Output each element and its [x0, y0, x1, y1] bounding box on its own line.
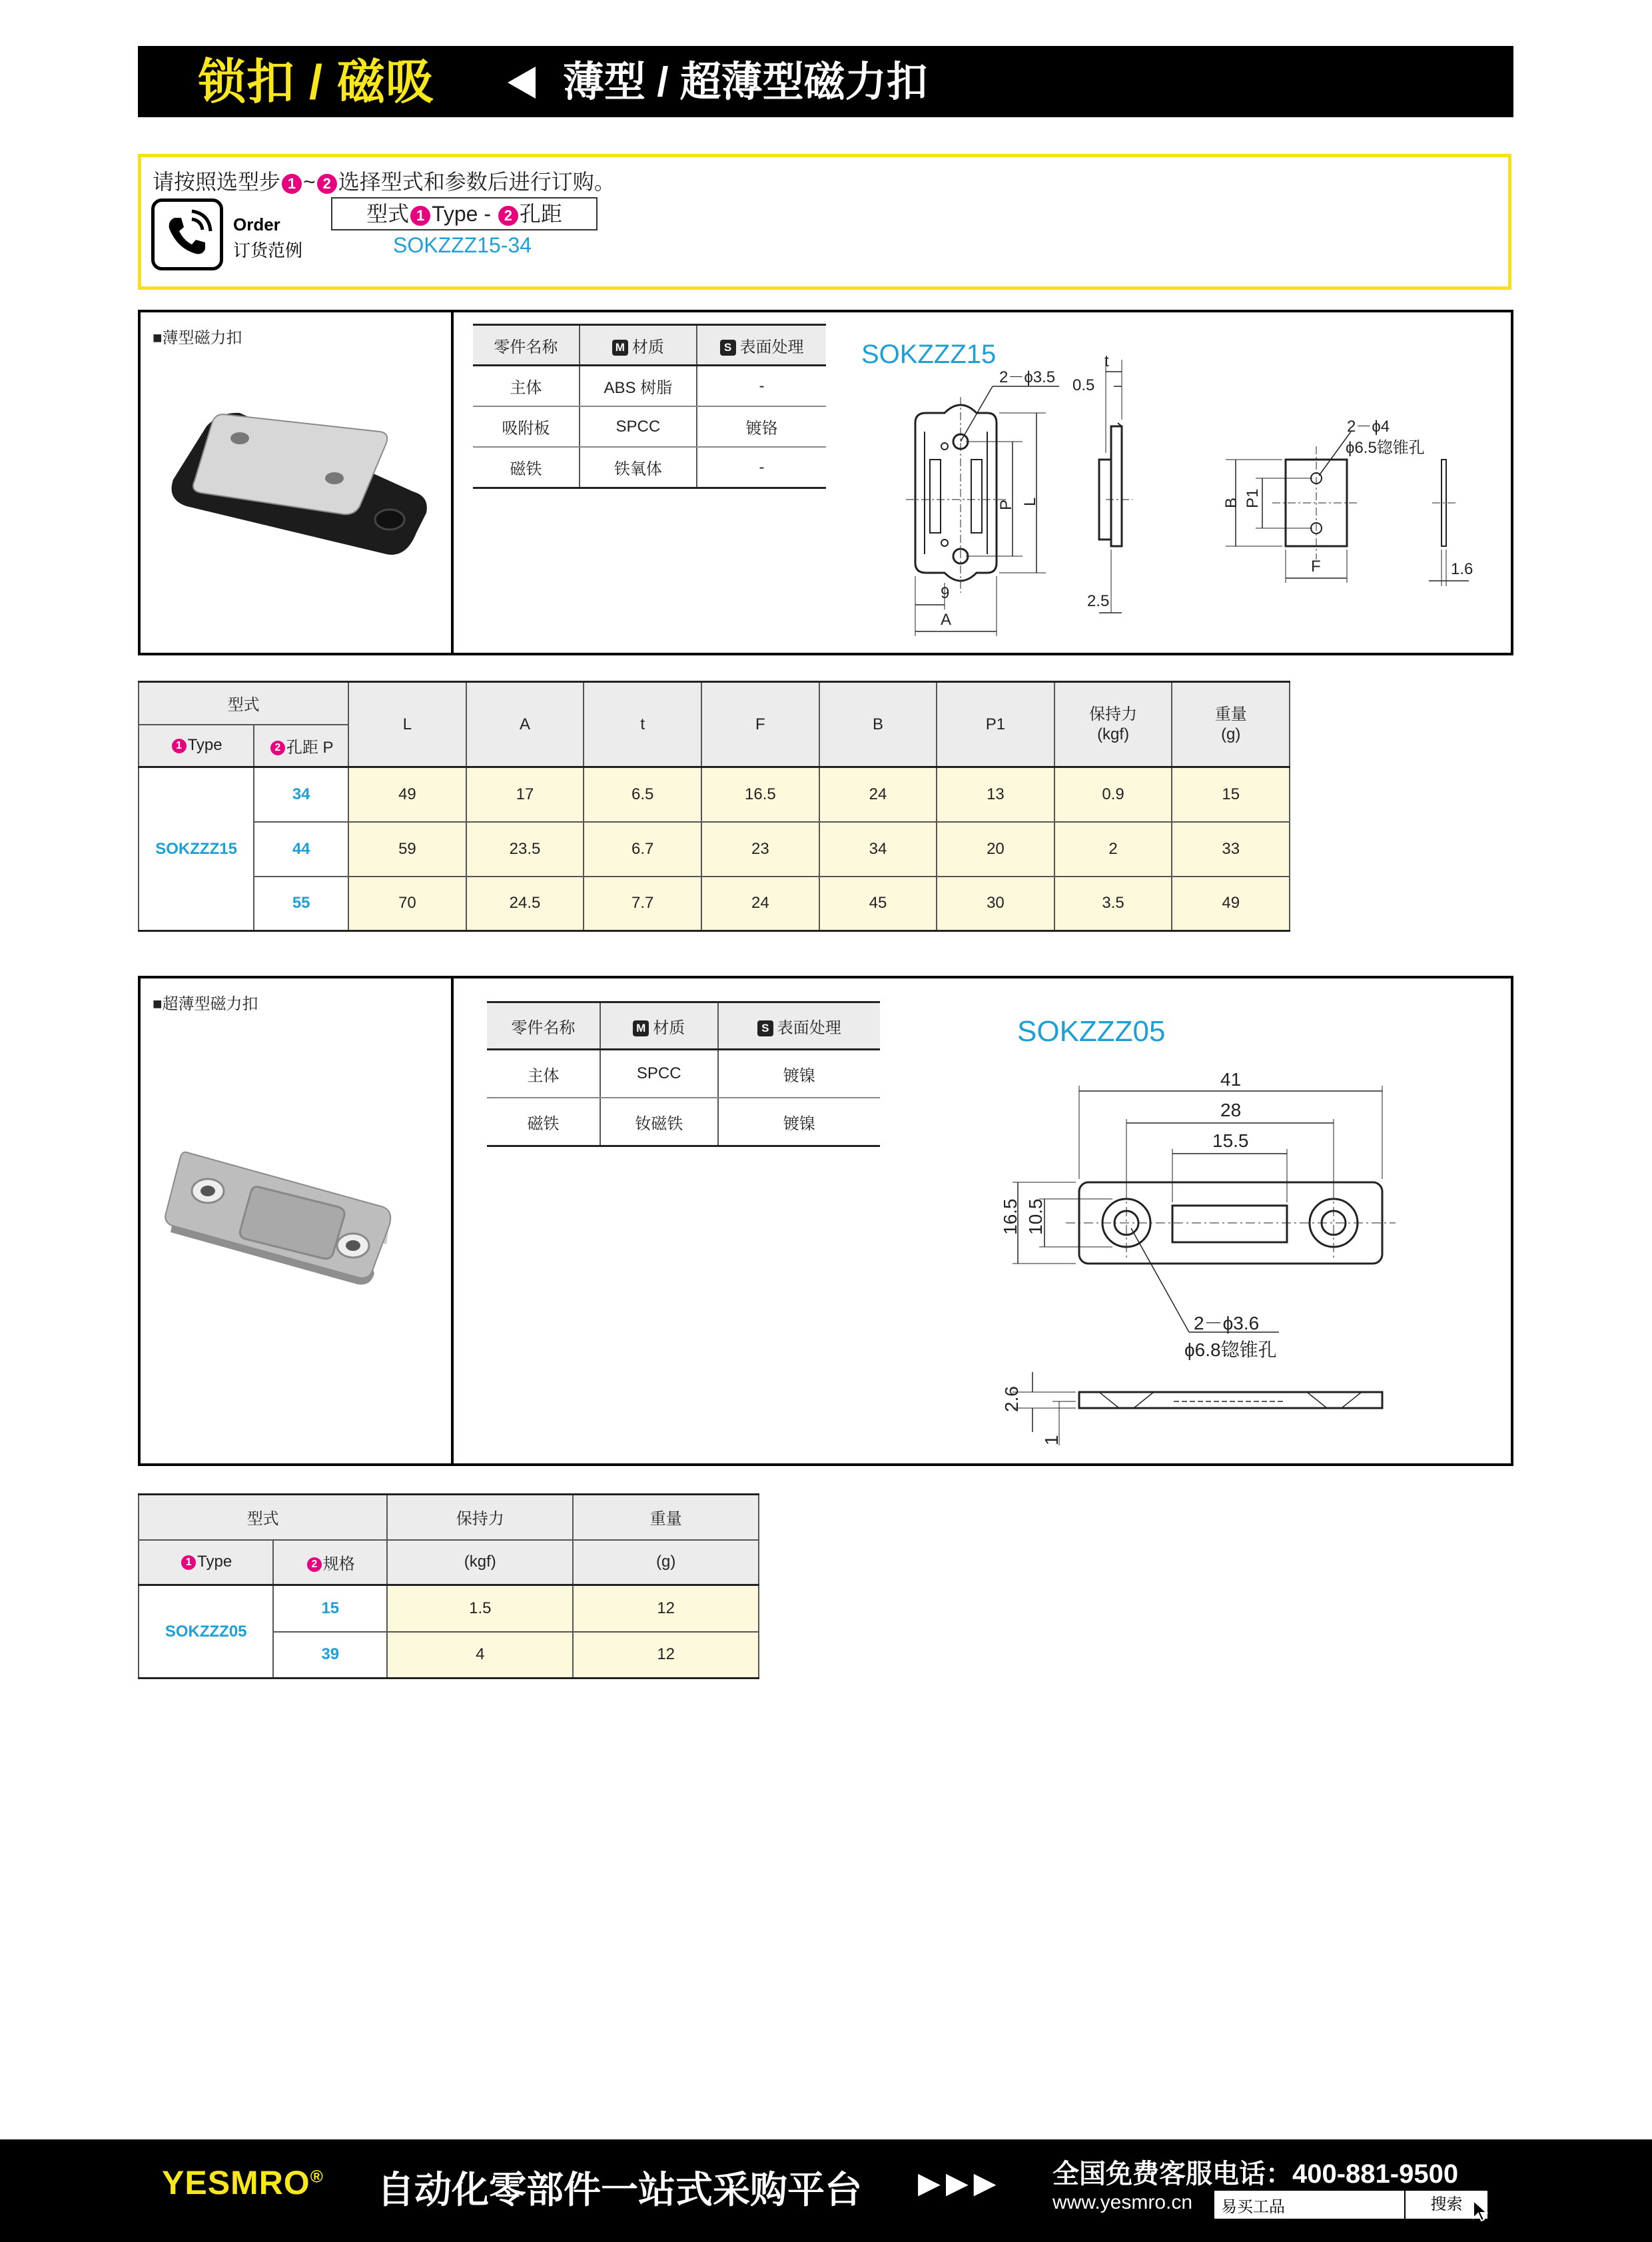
cell: 49: [348, 767, 466, 822]
col-pitch-label: 孔距 P: [286, 738, 334, 757]
dim-2-5: 2.5: [1087, 592, 1110, 610]
cell: 12: [573, 1632, 759, 1679]
table-row: [139, 1585, 759, 1632]
col-weight: 重量 (g): [1172, 682, 1290, 767]
col-surface-label: 表面处理: [739, 338, 804, 356]
type-cell: SOKZZZ15: [139, 767, 254, 931]
cell: 17: [466, 767, 584, 822]
order-template: [331, 197, 598, 230]
col-spec-label: 规格: [322, 1555, 355, 1573]
col-holding-force: 保持力: [387, 1495, 573, 1540]
cell: 铁氧体: [580, 447, 697, 488]
search-button[interactable]: 搜索: [1404, 2191, 1487, 2219]
template-pre: 型式: [366, 202, 410, 226]
cell: 34: [819, 822, 937, 877]
col-force-unit: (kgf): [387, 1540, 573, 1585]
col-material-label: 材质: [631, 338, 664, 356]
col-A: A: [466, 682, 584, 767]
cell: 钕磁铁: [600, 1098, 718, 1146]
tilde: ~: [303, 170, 316, 194]
surface-badge-icon: S: [757, 1020, 773, 1036]
cursor-icon: [1472, 2199, 1491, 2223]
product-image-thin: [160, 400, 433, 573]
dim-t: t: [1104, 352, 1109, 370]
dim-9: 9: [941, 584, 950, 602]
spec-cell[interactable]: 39: [273, 1632, 387, 1679]
panel-title: ■超薄型磁力扣: [153, 995, 258, 1013]
drawing-title-1: SOKZZZ15: [861, 340, 997, 369]
col-F: F: [701, 682, 819, 767]
panel-divider: [451, 310, 454, 655]
spec-cell[interactable]: 15: [273, 1585, 387, 1632]
cell: 6.7: [584, 822, 701, 877]
dim-16-5: 16.5: [1000, 1198, 1021, 1235]
cell: 吸附板: [473, 406, 580, 447]
step-1-badge: 1: [181, 1555, 196, 1570]
order-label-cn: 订货范例: [233, 240, 303, 260]
col-t: t: [584, 682, 701, 767]
registered-mark: ®: [310, 2166, 324, 2187]
cell: 0.9: [1054, 767, 1172, 822]
col-P1: P1: [937, 682, 1054, 767]
material-table-2: [487, 1001, 880, 1147]
dim-0-5: 0.5: [1072, 376, 1095, 394]
dim-2-6: 2.6: [1001, 1386, 1022, 1412]
cell: 12: [573, 1585, 759, 1632]
col-type-label: Type: [187, 736, 222, 755]
footer-slogan: 自动化零部件一站式采购平台: [377, 2169, 862, 2211]
dim-1-6: 1.6: [1451, 560, 1473, 578]
cell: 16.5: [701, 767, 819, 822]
technical-drawing-2: [986, 1059, 1412, 1459]
cell: 70: [348, 877, 466, 931]
dim-15-5: 15.5: [1212, 1130, 1249, 1151]
dim-28: 28: [1220, 1100, 1242, 1120]
cell: -: [697, 447, 826, 488]
col-type: [139, 725, 254, 767]
dim-L: L: [1021, 497, 1039, 506]
table-row: [473, 447, 826, 488]
cell: 2: [1054, 822, 1172, 877]
col-material: [600, 1002, 718, 1050]
dim-hole-2: 2－ϕ4: [1347, 418, 1390, 436]
dim-10-5: 10.5: [1025, 1198, 1046, 1235]
cell: 13: [937, 767, 1054, 822]
template-step-1: 1: [410, 206, 430, 226]
instruction-text-2: 选择型式和参数后进行订购。: [338, 170, 616, 194]
cell: 49: [1172, 877, 1290, 931]
col-part-name: 零件名称: [487, 1002, 600, 1050]
order-label-en: Order: [233, 214, 280, 234]
header-right-title: 薄型 / 超薄型磁力扣: [563, 59, 928, 105]
template-step-2: 2: [498, 206, 518, 226]
hotline: 全国免费客服电话：400-881-9500: [1052, 2159, 1459, 2189]
cell: 30: [937, 877, 1054, 931]
cell: 59: [348, 822, 466, 877]
panel-title: ■薄型磁力扣: [153, 329, 242, 347]
col-surface-label: 表面处理: [777, 1018, 841, 1037]
dim-A: A: [941, 611, 952, 629]
search-input[interactable]: 易买工品: [1221, 2198, 1285, 2216]
cell: SPCC: [600, 1050, 718, 1098]
header-left-title: 锁扣 / 磁吸: [198, 56, 435, 109]
col-type-group: 型式: [139, 682, 348, 725]
col-holding-force: 保持力 (kgf): [1054, 682, 1172, 767]
product-image-ultra-thin: [160, 1132, 446, 1312]
surface-badge-icon: S: [720, 340, 736, 356]
website-link[interactable]: www.yesmro.cn: [1052, 2191, 1193, 2213]
col-surface: [697, 325, 826, 366]
cell: 15: [1172, 767, 1290, 822]
instruction-text: 请按照选型步: [153, 170, 281, 194]
back-arrow-icon[interactable]: [508, 67, 536, 99]
table-row: [487, 1050, 880, 1098]
cell: 24: [819, 767, 937, 822]
cell: 20: [937, 822, 1054, 877]
col-part-name: 零件名称: [473, 325, 580, 366]
type-cell: SOKZZZ05: [139, 1585, 273, 1679]
cell: 镀铬: [697, 406, 826, 447]
table-row: [139, 877, 1290, 931]
dim-csk-2: ϕ6.8锪锥孔: [1184, 1339, 1277, 1360]
pitch-cell[interactable]: 55: [254, 877, 348, 931]
cell: SPCC: [580, 406, 697, 447]
cell: 镀镍: [718, 1098, 880, 1146]
cell: 3.5: [1054, 877, 1172, 931]
step-2-badge: 2: [270, 741, 285, 755]
cell: 24: [701, 877, 819, 931]
dim-41: 41: [1220, 1069, 1242, 1090]
col-type: [139, 1540, 273, 1585]
cell: 23.5: [466, 822, 584, 877]
cell: 4: [387, 1632, 573, 1679]
step-1-badge: 1: [282, 174, 302, 194]
cell: 6.5: [584, 767, 701, 822]
col-L: L: [348, 682, 466, 767]
step-2-badge: 2: [307, 1557, 322, 1572]
col-type-label: Type: [197, 1553, 232, 1571]
dim-hole: 2－ϕ3.5: [999, 368, 1056, 386]
dim-hole-3-6: 2－ϕ3.6: [1194, 1313, 1260, 1333]
col-B: B: [819, 682, 937, 767]
cell: ABS 树脂: [580, 366, 697, 407]
dim-B: B: [1222, 497, 1240, 508]
col-material-label: 材质: [653, 1018, 685, 1037]
spec-table-1: [138, 681, 1290, 932]
cell: 23: [701, 822, 819, 877]
cell: 主体: [487, 1050, 600, 1098]
pitch-cell[interactable]: 34: [254, 767, 348, 822]
table-row: [139, 767, 1290, 822]
template-mid: Type -: [432, 202, 497, 226]
step-1-badge: 1: [172, 739, 187, 753]
dim-F: F: [1311, 558, 1321, 575]
col-weight: 重量: [573, 1495, 759, 1540]
col-spec: [273, 1540, 387, 1585]
cell: 磁铁: [473, 447, 580, 488]
col-surface: [718, 1002, 880, 1050]
cell: 33: [1172, 822, 1290, 877]
cell: 镀镍: [718, 1050, 880, 1098]
dim-1: 1: [1041, 1435, 1062, 1445]
col-pitch: [254, 725, 348, 767]
pitch-cell[interactable]: 44: [254, 822, 348, 877]
logo-text: YESMRO: [162, 2164, 310, 2201]
table-row: [473, 366, 826, 407]
dim-P1: P1: [1244, 488, 1262, 508]
col-type-group: 型式: [139, 1495, 387, 1540]
material-badge-icon: M: [633, 1020, 649, 1036]
cell: 1.5: [387, 1585, 573, 1632]
phone-icon: [151, 198, 223, 270]
spec-table-2: [138, 1493, 759, 1679]
step-2-badge: 2: [317, 174, 337, 194]
material-badge-icon: M: [612, 340, 628, 356]
panel-divider: [451, 976, 454, 1466]
cell: 24.5: [466, 877, 584, 931]
dim-P: P: [997, 499, 1015, 510]
technical-drawing-1: [866, 346, 1505, 653]
order-instruction: [153, 165, 616, 196]
col-weight-unit: (g): [573, 1540, 759, 1585]
cell: 主体: [473, 366, 580, 407]
order-example: SOKZZZ15-34: [393, 233, 532, 257]
brand-logo[interactable]: [162, 2163, 324, 2202]
drawing-title-2: SOKZZZ05: [1017, 1015, 1166, 1048]
template-post: 孔距: [519, 202, 562, 226]
dim-csk-1: ϕ6.5锪锥孔: [1346, 439, 1425, 457]
material-table-1: [473, 324, 826, 489]
table-row: [139, 822, 1290, 877]
table-row: [473, 406, 826, 447]
col-material: [580, 325, 697, 366]
cell: 磁铁: [487, 1098, 600, 1146]
cell: 7.7: [584, 877, 701, 931]
cell: 45: [819, 877, 937, 931]
arrows-icon: ▶▶▶: [918, 2167, 1002, 2199]
table-row: [487, 1098, 880, 1146]
cell: -: [697, 366, 826, 407]
